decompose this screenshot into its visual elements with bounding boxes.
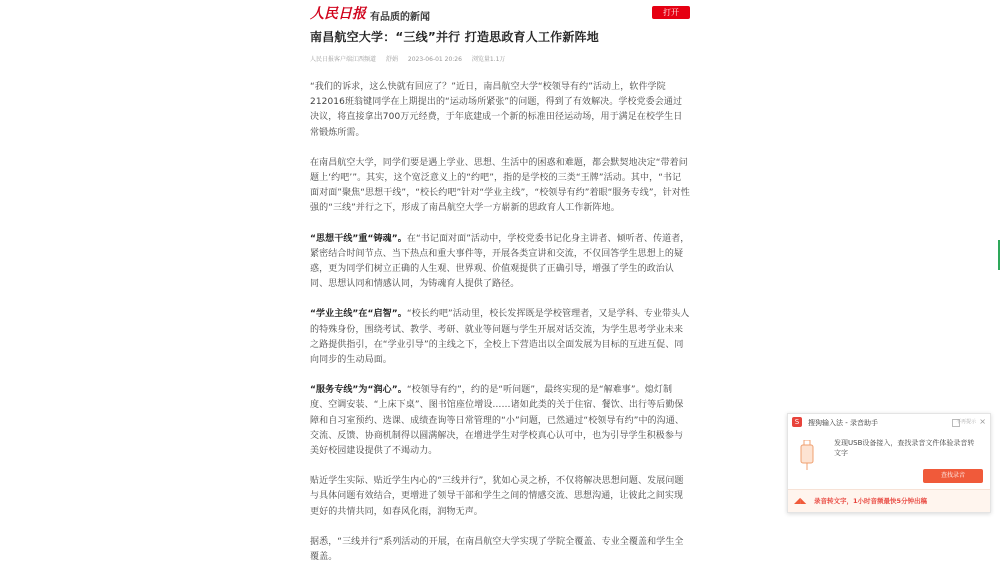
paragraph-text: “我们的诉求，这么快就有回应了？”近日，南昌航空大学“校领导有约”活动上，软件学院212016班翁键同学在上期提出的“运动场所紧张”的问题，得到了有效解决。学校党委会通过决议，将直接拿出700万元经费，于年底建成一个新的标准田径运动场，用于满足在校学生日常锻炼所需。 xyxy=(310,82,683,138)
article-paragraph xyxy=(310,156,690,217)
popup-header xyxy=(792,417,986,429)
sogou-logo-icon: S xyxy=(792,417,802,427)
paragraph-lead: “思想干线”重“铸魂”。 xyxy=(310,233,407,244)
article-meta xyxy=(310,54,513,63)
popup-footer-text[interactable]: 录音转文字，1小时音频最快5分钟出稿 xyxy=(814,497,928,505)
slogan: 有品质的新闻 xyxy=(370,12,430,23)
paragraph-text: 据悉，“三线并行”系列活动的开展，在南昌航空大学实现了学院全覆盖、专业全覆盖和学生全覆盖。 xyxy=(310,536,684,563)
popup-description: 发现USB设备接入，查找录音文件体验录音转文字 xyxy=(834,439,975,457)
article-title: 南昌航空大学：“三线”并行 打造思政育人工作新阵地 xyxy=(310,30,599,44)
audio-wave-icon: ◢◣ xyxy=(794,496,807,505)
popup-title: 搜狗输入法 - 录音助手 xyxy=(808,419,878,427)
article-views: 浏览量1.1万 xyxy=(471,56,506,63)
open-app-button[interactable]: 打开 xyxy=(652,6,690,19)
article-paragraph xyxy=(310,474,690,520)
paragraph-lead: “学业主线”在“启智”。 xyxy=(310,309,407,320)
no-remind-label[interactable]: 不再提示 xyxy=(955,419,976,425)
article-paragraph xyxy=(310,535,690,565)
article-paragraph xyxy=(310,232,690,293)
paragraph-text: 在“书记面对面”活动中，学校党委书记化身主讲者、倾听者、传道者，紧密结合时间节点、当下热点和重大事件等，开展各类宣讲和交流，不仅回答学生思想上的疑惑，更为同学们树立正确的人生观、世界观、价值观提供了正确引导，增强了学生的政治认同、思想认同和情感认同，为铸魂育人提供了路径。 xyxy=(310,233,690,290)
paragraph-text: “校领导有约”，约的是“听问题”，最终实现的是“解难事”。熄灯制度、空调安装、“上床下桌”、图书馆座位增设……诸如此类的关于住宿、餐饮、出行等后勤保障和自习室预约、选课、成绩查询等日常管理的“小”问题，已然通过“校领导有约”中的沟通、交流、反馈、协商机制得以圆满解决，在增进学生对学校真心认可中，也为引导学生积极参与美好校园建设提供了不竭动力。 xyxy=(310,385,684,457)
article-paragraph xyxy=(310,383,690,459)
article-body xyxy=(310,80,690,580)
recording-assistant-popup xyxy=(787,413,991,513)
article-paragraph xyxy=(310,307,690,368)
article-time: 2023-06-01 20:26 xyxy=(407,56,462,63)
paragraph-text: “校长约吧”活动里，校长发挥既是学校管理者，又是学科、专业带头人的特殊身份，围绕考试、教学、考研、就业等问题与学生开展对话交流，为学生思考学业未来之路提供指引，在“学业引导”的主线之下，全校上下营造出以全面发展为目标的互进互促、同向同步的生动局面。 xyxy=(310,309,690,366)
article-author: 舒娟 xyxy=(385,56,398,63)
close-icon[interactable]: × xyxy=(979,417,986,426)
article-source: 人民日报客户端江西频道 xyxy=(310,56,377,63)
popup-footer[interactable] xyxy=(788,489,990,512)
find-recording-button[interactable]: 查找录音 xyxy=(923,469,983,483)
people-daily-logo[interactable]: 人民日报 xyxy=(310,6,366,22)
article-paragraph xyxy=(310,80,690,141)
paragraph-lead: “服务专线”为“润心”。 xyxy=(310,385,407,396)
usb-device-icon xyxy=(800,440,814,470)
top-bar xyxy=(310,6,690,24)
paragraph-text: 在南昌航空大学，同学们要是遇上学业、思想、生活中的困惑和难题，都会默契地决定“带着问题上‘约吧’”。其实，这个宽泛意义上的“约吧”，指的是学校的三类“王牌”活动。其中，“书记面对面”聚焦“思想干线”，“校长约吧”针对“学业主线”，“校领导有约”着眼“服务专线”，针对性强的“三线”并行之下，形成了南昌航空大学一方崭新的思政育人工作新阵地。 xyxy=(310,157,690,214)
paragraph-text: 贴近学生实际、贴近学生内心的“三线并行”，犹如心灵之桥，不仅将解决思想问题、发展问题与具体问题有效结合，更增进了领导干部和学生之间的情感交流、思想沟通，让彼此之间实现更好的共情共同，如春风化雨，润物无声。 xyxy=(310,476,684,517)
